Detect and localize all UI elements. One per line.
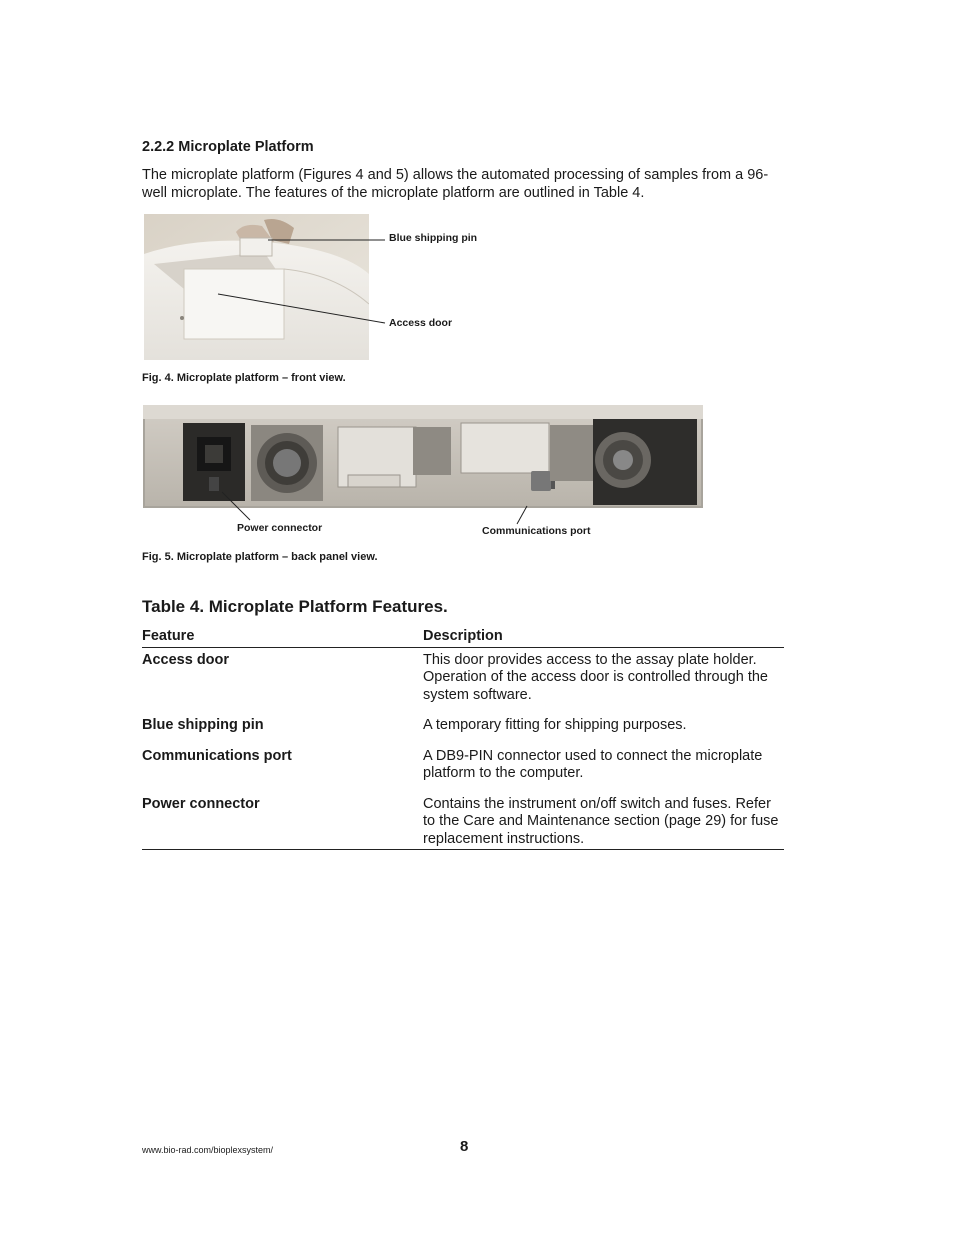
features-table: [142, 626, 784, 850]
callout-power-connector: Power connector: [237, 522, 323, 534]
table-row: [142, 744, 784, 792]
description-cell: A temporary fitting for shipping purposes.: [423, 717, 687, 733]
figure-5-caption: Fig. 5. Microplate platform – back panel view.: [142, 551, 378, 563]
figure-4-leader-lines: [0, 0, 954, 420]
description-cell: Contains the instrument on/off switch and fuses. Refer to the Care and Maintenance section (page 29) for fuse replacement instructions.: [423, 792, 784, 850]
intro-paragraph: The microplate platform (Figures 4 and 5) allows the automated processing of samples from a 96-well microplate. The features of the microplate platform are outlined in Table 4.: [142, 167, 769, 201]
callout-blue-shipping-pin: Blue shipping pin: [389, 232, 478, 244]
table-row: [142, 647, 784, 713]
figure-4-caption: Fig. 4. Microplate platform – front view.: [142, 372, 346, 384]
callout-access-door: Access door: [389, 317, 453, 329]
footer-url: www.bio-rad.com/bioplexsystem/: [142, 1145, 274, 1155]
feature-cell: Communications port: [142, 747, 292, 764]
feature-cell: Power connector: [142, 792, 423, 850]
section-heading: 2.2.2 Microplate Platform: [142, 139, 314, 155]
table-header-row: [142, 626, 784, 647]
callout-communications-port: Communications port: [482, 525, 591, 537]
table-row: [142, 713, 784, 744]
page-number: 8: [460, 1138, 469, 1155]
table-row: [142, 792, 784, 850]
table-title: Table 4. Microplate Platform Features.: [142, 597, 448, 616]
figure-5-leader-lines: [0, 480, 954, 530]
column-header-feature: Feature: [142, 626, 423, 647]
column-header-description: Description: [423, 626, 784, 647]
feature-cell: Blue shipping pin: [142, 717, 264, 733]
feature-cell: Access door: [142, 651, 230, 668]
description-cell: This door provides access to the assay plate holder. Operation of the access door is controlled through the system software.: [423, 651, 768, 703]
description-cell: A DB9-PIN connector used to connect the microplate platform to the computer.: [423, 747, 763, 781]
